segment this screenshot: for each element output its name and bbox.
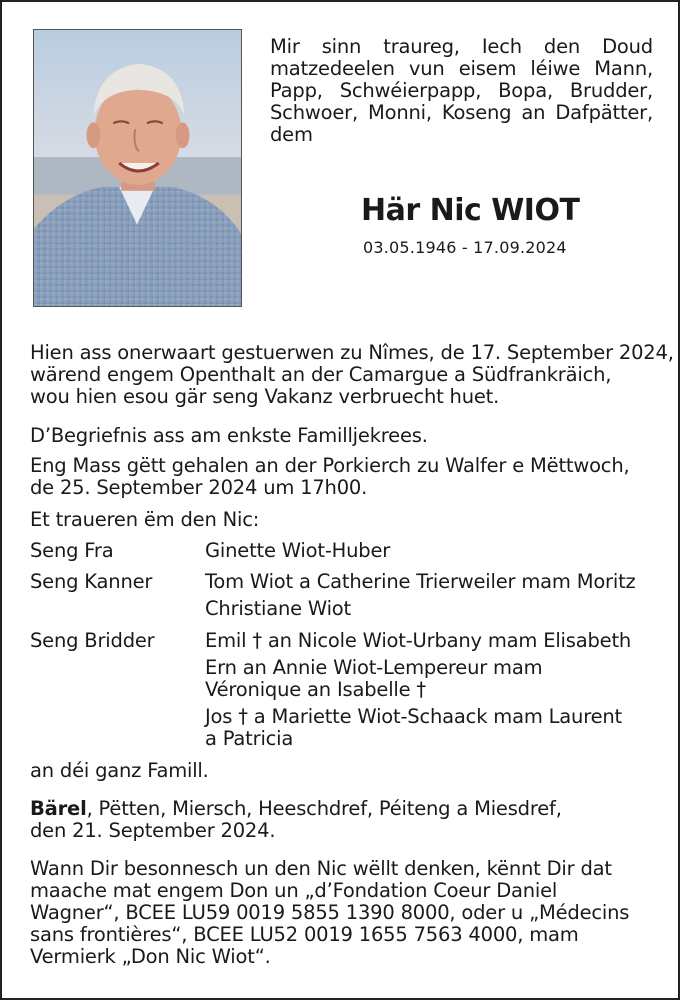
mourner-name: Véronique an Isabelle † — [205, 678, 426, 701]
deceased-name: Här Nic WIOT — [361, 193, 580, 228]
family-line: an déi ganz Famill. — [30, 759, 209, 782]
body-line: Et traueren ëm den Nic: — [30, 508, 260, 531]
donation-line: Wann Dir besonnesch un den Nic wëllt denken, kënnt Dir dat — [30, 857, 612, 880]
mourner-name: Emil † an Nicole Wiot-Urbany mam Elisabeth — [205, 629, 632, 652]
place-town: Bärel — [30, 797, 87, 820]
mourner-relation: Seng Kanner — [30, 570, 153, 593]
mourner-name: Jos † a Mariette Wiot-Schaack mam Laurent — [205, 705, 622, 728]
donation-line: sans frontières“, BCEE LU52 0019 1655 7563 4000, mam — [30, 923, 579, 946]
body-line: wärend engem Openthalt an der Camargue a Südfrankräich, — [30, 363, 612, 386]
portrait-photo — [33, 29, 242, 307]
mourner-name: Ginette Wiot-Huber — [205, 539, 391, 562]
mourner-name: a Patricia — [205, 727, 294, 750]
mourner-name: Christiane Wiot — [205, 597, 351, 620]
body-line: wou hien esou gär seng Vakanz verbruecht huet. — [30, 385, 500, 408]
body-line: Hien ass onerwaart gestuerwen zu Nîmes, de 17. September 2024, — [30, 341, 674, 364]
place-date: den 21. September 2024. — [30, 819, 276, 842]
place-line — [30, 798, 562, 820]
mourner-name: Ern an Annie Wiot-Lempereur mam — [205, 656, 543, 679]
life-dates: 03.05.1946 - 17.09.2024 — [363, 238, 567, 257]
body-line: D’Begriefnis ass am enkste Familljekrees. — [30, 424, 428, 447]
mourner-name: Tom Wiot a Catherine Trierweiler mam Moritz — [205, 570, 636, 593]
body-line: Eng Mass gëtt gehalen an der Porkierch zu Walfer e Mëttwoch, — [30, 454, 630, 477]
intro-text: Mir sinn traureg, Iech den Doud matzedeelen vun eisem léiwe Mann, Papp, Schwéierpapp, Bopa, Brudder, Schwoer, Monni, Koseng an Dafpätter, dem — [270, 35, 653, 146]
mourner-relation: Seng Fra — [30, 539, 114, 562]
donation-line: Vermierk „Don Nic Wiot“. — [30, 945, 271, 968]
body-line: de 25. September 2024 um 17h00. — [30, 476, 368, 499]
mourner-relation: Seng Bridder — [30, 629, 155, 652]
donation-line: maache mat engem Don un „d’Fondation Coeur Daniel — [30, 879, 558, 902]
place-others: , Pëtten, Miersch, Heeschdref, Péiteng a Miesdref, — [86, 797, 562, 820]
portrait-image — [34, 30, 241, 306]
donation-line: Wagner“, BCEE LU59 0019 5855 1390 8000, oder u „Médecins — [30, 901, 630, 924]
